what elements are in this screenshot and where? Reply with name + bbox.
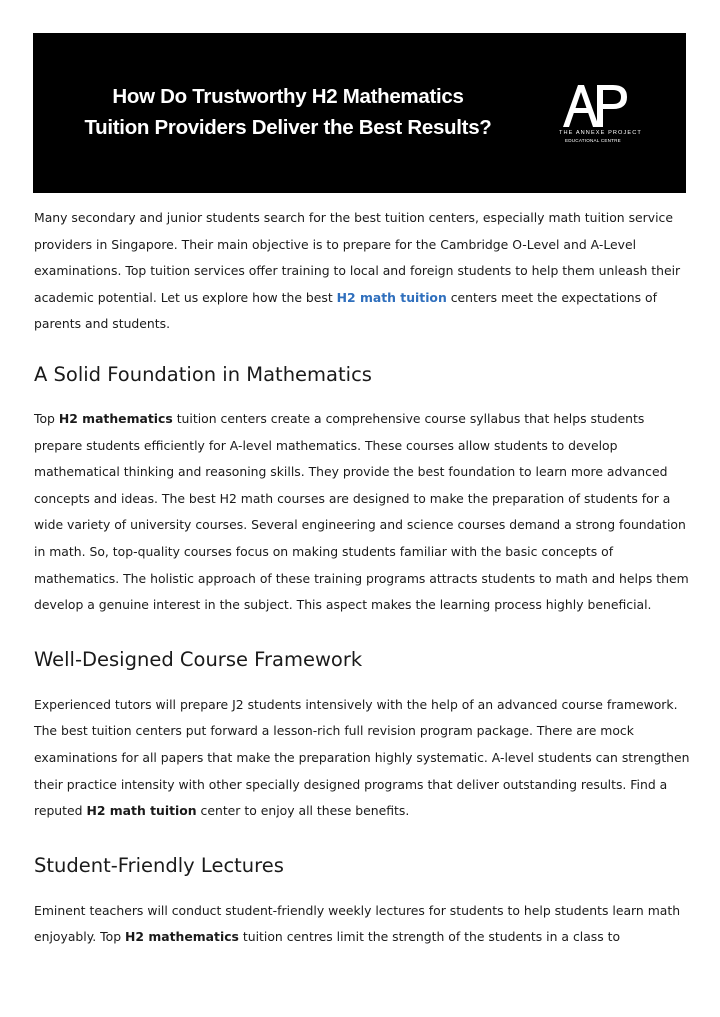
section-heading-framework: Well-Designed Course Framework	[34, 647, 363, 671]
foundation-text-2: tuition centers create a comprehensive course syllabus that helps students prepare students efficiently for A-level mathematics. These courses allow students to develop mathematical thinking and reasoning skills. They provide the best foundation to learn more advanced concepts and ideas. The best H2 math courses are designed to make the preparation of students for a wide variety of university courses. Several engineering and science courses demand a strong foundation in math. So, top-quality courses focus on making students familiar with the basic concepts of mathematics. The holistic approach of these training programs attracts students to math and helps them develop a genuine interest in the subject. This aspect makes the learning process highly beneficial.	[34, 410, 689, 613]
header-banner	[33, 33, 686, 193]
banner-title-line-2: Tuition Providers Deliver the Best Results?	[84, 116, 492, 139]
section-paragraph-framework	[34, 692, 694, 825]
section-paragraph-foundation	[34, 406, 694, 619]
section-heading-foundation: A Solid Foundation in Mathematics	[34, 362, 372, 386]
foundation-text-1: Top	[34, 410, 59, 426]
annexe-project-logo	[555, 83, 665, 153]
banner-title-line-1: How Do Trustworthy H2 Mathematics	[112, 85, 464, 108]
lectures-bold-term: H2 mathematics	[125, 929, 239, 945]
framework-bold-term: H2 math tuition	[86, 803, 197, 819]
logo-line-2: EDUCATIONAL CENTRE	[565, 138, 621, 143]
lectures-text-1: Eminent teachers will conduct student-friendly weekly lectures for students to help students learn math enjoyably. Top	[34, 902, 681, 945]
logo-line-1: THE ANNEXE PROJECT	[559, 130, 642, 136]
framework-text-2: center to enjoy all these benefits.	[196, 803, 410, 819]
section-heading-lectures: Student-Friendly Lectures	[34, 853, 284, 877]
intro-paragraph	[34, 205, 694, 338]
banner-title	[53, 81, 523, 143]
article-body	[34, 205, 694, 951]
intro-text-1: Many secondary and junior students search for the best tuition centers, especially math tuition service providers in Singapore. Their main objective is to prepare for the Cambridge O-Level and A-Level examinations. Top tuition services offer training to local and foreign students to help them unleash their academic potential. Let us explore how the best	[34, 210, 681, 305]
framework-text-1: Experienced tutors will prepare J2 students intensively with the help of an advanced course framework. The best tuition centers put forward a lesson-rich full revision program package. There are mock examinations for all papers that make the preparation highly systematic. A-level students can strengthen their practice intensity with other specially designed programs that deliver outstanding results. Find a reputed	[34, 696, 690, 819]
logo-ap-mark	[561, 83, 631, 127]
h2-math-tuition-link[interactable]: H2 math tuition	[336, 289, 447, 305]
intro-text-2: centers meet the expectations of parents and students.	[34, 289, 657, 332]
foundation-bold-term: H2 mathematics	[58, 410, 173, 426]
section-paragraph-lectures	[34, 898, 694, 951]
lectures-text-2: tuition centres limit the strength of the students in a class to	[238, 929, 621, 945]
